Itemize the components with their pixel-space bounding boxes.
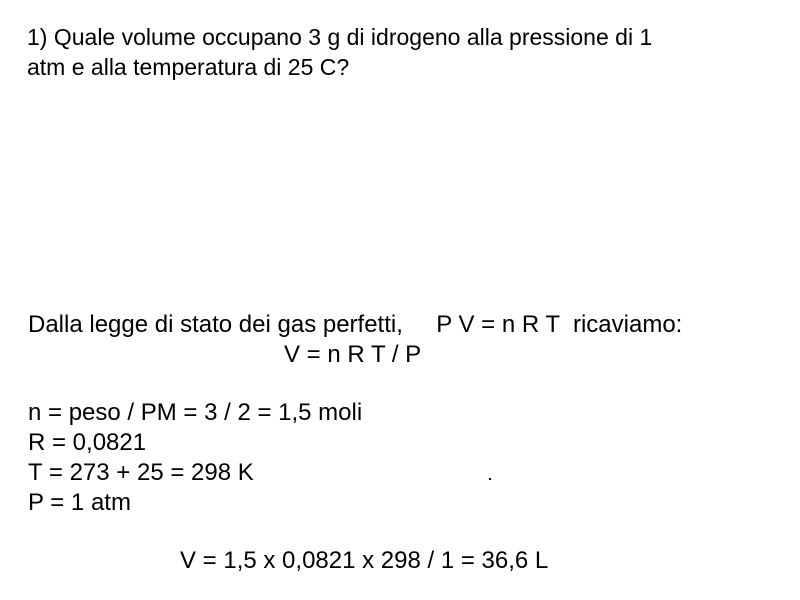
- result-line: V = 1,5 x 0,0821 x 298 / 1 = 36,6 L: [180, 547, 549, 574]
- solution-formula: V = n R T / P: [284, 341, 422, 368]
- question-line-2: atm e alla temperatura di 25 C?: [27, 54, 350, 80]
- moles-line: n = peso / PM = 3 / 2 = 1,5 moli: [28, 399, 363, 426]
- gas-constant-line: R = 0,0821: [28, 429, 147, 456]
- temperature-line: T = 273 + 25 = 298 K: [28, 459, 254, 486]
- pressure-line: P = 1 atm: [28, 489, 131, 516]
- stray-dot: [489, 478, 491, 480]
- question-line-1: 1) Quale volume occupano 3 g di idrogeno alla pressione di 1: [27, 24, 653, 50]
- solution-intro: Dalla legge di stato dei gas perfetti, P V = n R T ricaviamo:: [28, 311, 683, 338]
